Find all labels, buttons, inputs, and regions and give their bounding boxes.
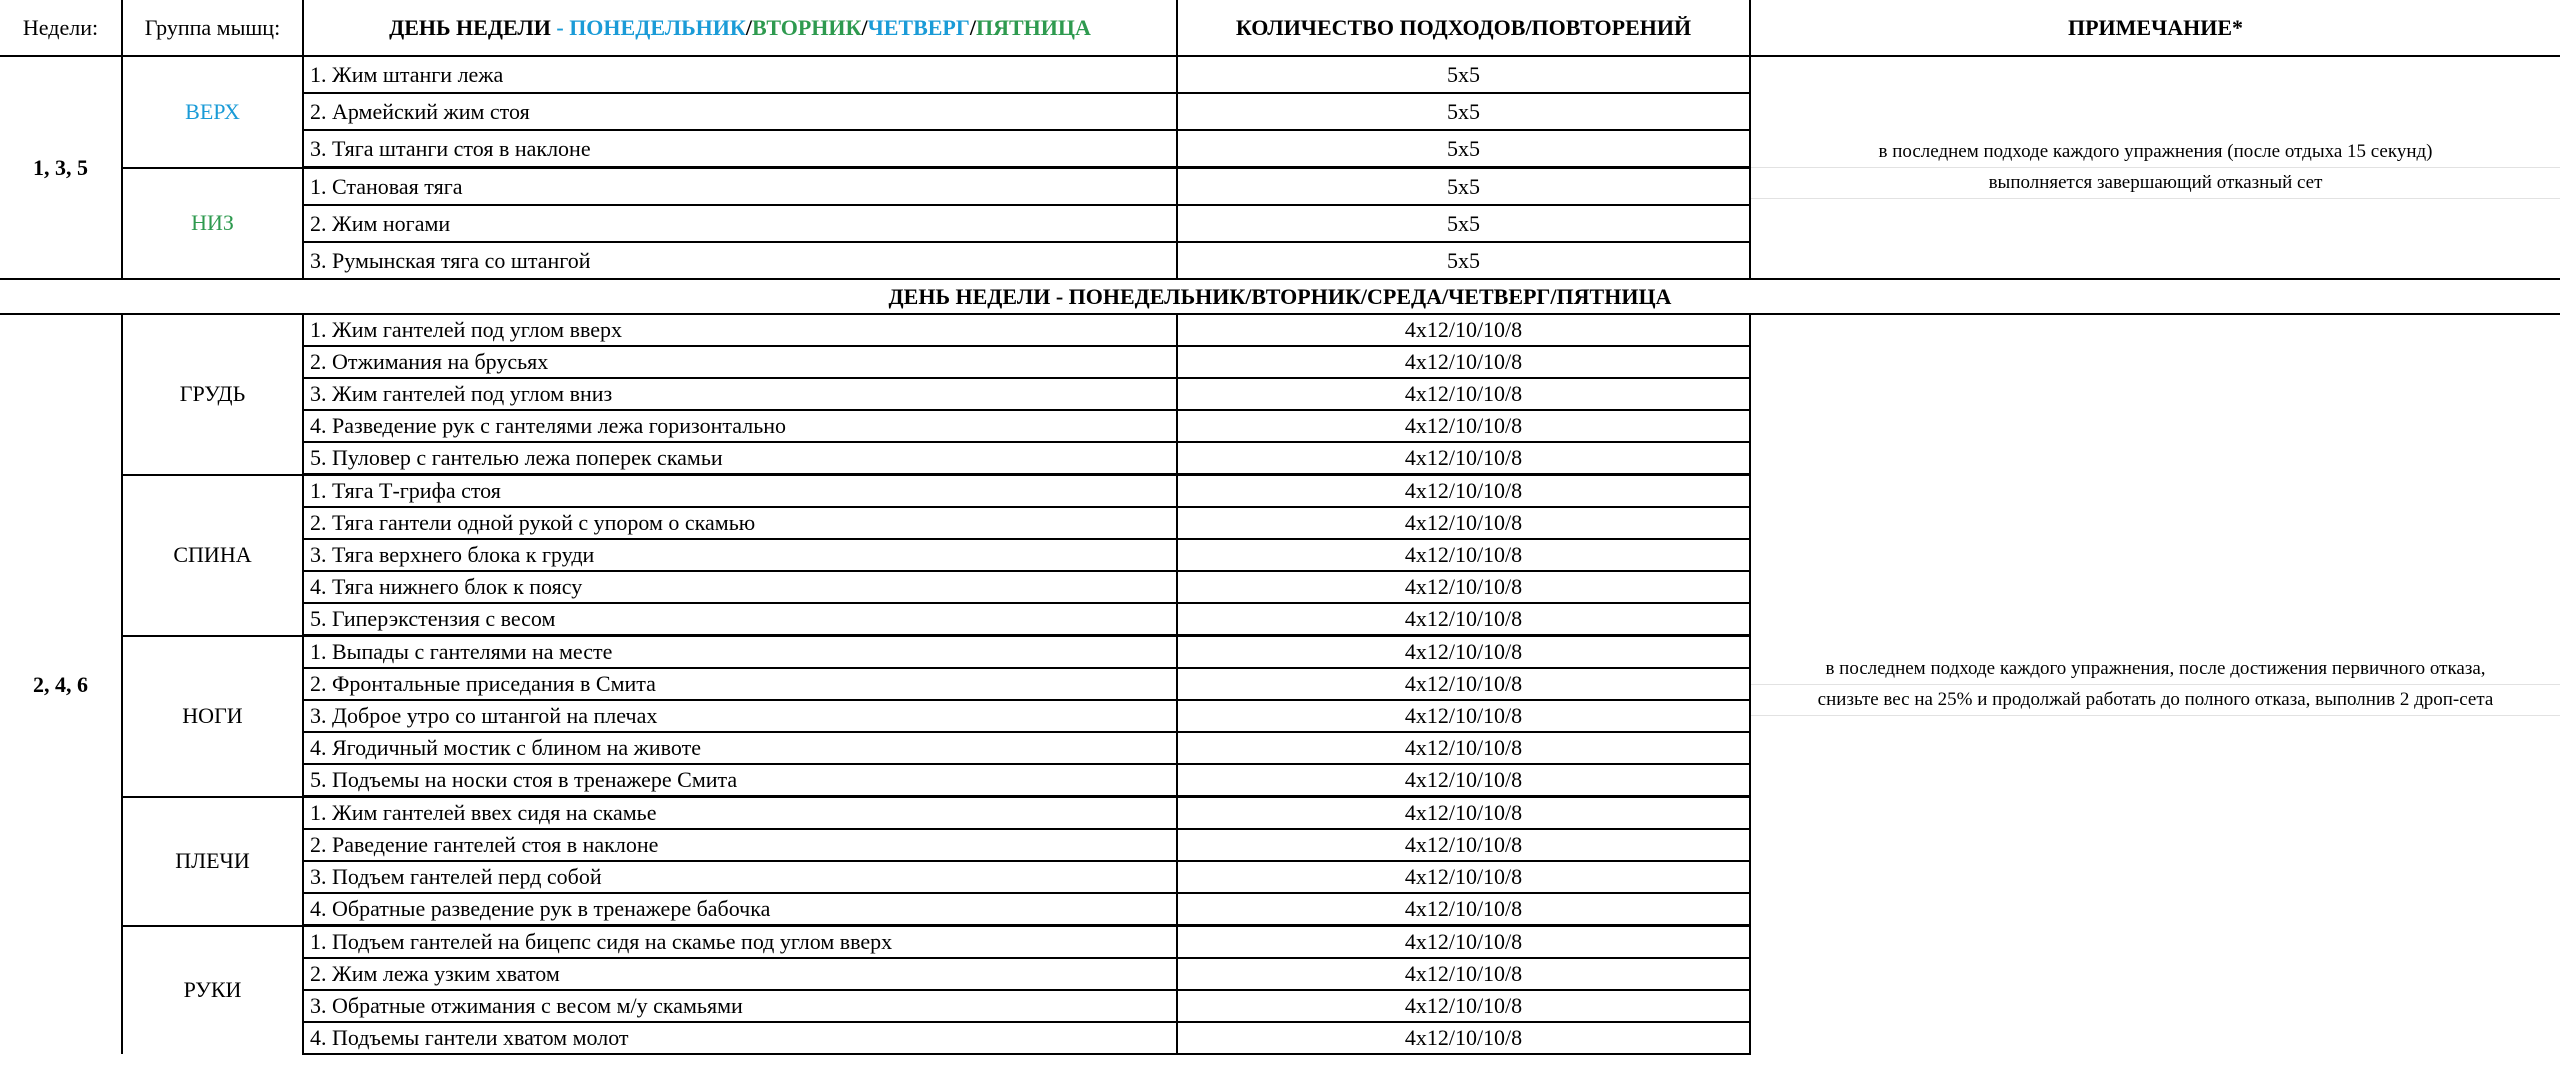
exercise-row [0,314,2560,346]
note-line: в последнем подходе каждого упражнения (после отдыха 15 секунд) [1751,137,2560,168]
sets-reps: 4x12/10/10/8 [1177,926,1750,959]
sets-reps: 4x12/10/10/8 [1177,346,1750,378]
day-fri: ПЯТНИЦА [976,14,1091,40]
exercise-name: 5. Гиперэкстензия с весом [303,603,1177,636]
note-line: в последнем подходе каждого упражнения, после достижения первичного отказа, [1751,654,2560,685]
exercise-name: 2. Раведение гантелей стоя в наклоне [303,829,1177,861]
muscle-group-cell: СПИНА [122,475,303,636]
note-cell [1750,56,2560,279]
sets-reps: 5x5 [1177,130,1750,168]
exercise-name: 5. Пуловер с гантелью лежа поперек скамьи [303,442,1177,475]
sets-reps: 4x12/10/10/8 [1177,603,1750,636]
sets-reps: 4x12/10/10/8 [1177,475,1750,508]
sets-reps: 4x12/10/10/8 [1177,1022,1750,1054]
day-slash: / [861,14,868,40]
exercise-name: 1. Жим штанги лежа [303,56,1177,93]
exercise-name: 1. Становая тяга [303,168,1177,206]
sets-reps: 5x5 [1177,93,1750,130]
exercise-name: 1. Жим гантелей под углом вверх [303,314,1177,346]
muscle-group-cell: НИЗ [122,168,303,280]
note-line: снизьте вес на 25% и продолжай работать до полного отказа, выполнив 2 дроп-сета [1751,685,2560,716]
day-tue: ВТОРНИК [751,14,862,40]
sets-reps: 4x12/10/10/8 [1177,797,1750,830]
note-header: ПРИМЕЧАНИЕ* [1750,0,2560,56]
exercise-name: 2. Жим ногами [303,205,1177,242]
day-header [303,0,1177,56]
exercise-name: 4. Обратные разведение рук в тренажере бабочка [303,893,1177,926]
weeks-header: Недели: [0,0,122,56]
day-thu: ЧЕТВЕРГ [867,14,970,40]
sets-reps: 4x12/10/10/8 [1177,861,1750,893]
exercise-name: 3. Тяга верхнего блока к груди [303,539,1177,571]
sets-reps: 4x12/10/10/8 [1177,636,1750,669]
exercise-name: 2. Жим лежа узким хватом [303,958,1177,990]
sets-reps: 5x5 [1177,56,1750,93]
sets-reps: 4x12/10/10/8 [1177,410,1750,442]
day-mon: ПОНЕДЕЛЬНИК [569,14,746,40]
exercise-name: 3. Доброе утро со штангой на плечах [303,700,1177,732]
sets-reps: 4x12/10/10/8 [1177,668,1750,700]
exercise-name: 1. Жим гантелей ввех сидя на скамье [303,797,1177,830]
sets-reps: 4x12/10/10/8 [1177,732,1750,764]
sets-reps: 4x12/10/10/8 [1177,764,1750,797]
sets-reps: 4x12/10/10/8 [1177,539,1750,571]
exercise-name: 2. Тяга гантели одной рукой с упором о скамью [303,507,1177,539]
muscle-group-cell: НОГИ [122,636,303,797]
muscle-group-cell: ПЛЕЧИ [122,797,303,926]
exercise-name: 4. Тяга нижнего блок к поясу [303,571,1177,603]
weeks-cell: 2, 4, 6 [0,314,122,1054]
header-row [0,0,2560,56]
sets-reps: 5x5 [1177,168,1750,206]
sets-reps: 4x12/10/10/8 [1177,700,1750,732]
sets-reps: 4x12/10/10/8 [1177,442,1750,475]
exercise-name: 4. Ягодичный мостик с блином на животе [303,732,1177,764]
exercise-name: 2. Армейский жим стоя [303,93,1177,130]
exercise-name: 3. Жим гантелей под углом вниз [303,378,1177,410]
exercise-name: 1. Тяга Т-грифа стоя [303,475,1177,508]
day-prefix: ДЕНЬ НЕДЕЛИ [389,14,551,40]
sets-reps: 5x5 [1177,242,1750,279]
sets-reps: 4x12/10/10/8 [1177,958,1750,990]
exercise-name: 3. Тяга штанги стоя в наклоне [303,130,1177,168]
exercise-row [0,56,2560,93]
note-line: выполняется завершающий отказный сет [1751,168,2560,199]
muscle-group-cell: ГРУДЬ [122,314,303,475]
group-header: Группа мышц: [122,0,303,56]
day-slash: / [745,14,752,40]
muscle-group-cell: РУКИ [122,926,303,1055]
block-1 [0,56,2560,279]
weeks-cell: 1, 3, 5 [0,56,122,279]
sets-reps: 4x12/10/10/8 [1177,378,1750,410]
exercise-name: 2. Фронтальные приседания в Смита [303,668,1177,700]
sets-reps: 4x12/10/10/8 [1177,990,1750,1022]
day-slash: / [969,14,976,40]
sets-reps: 4x12/10/10/8 [1177,507,1750,539]
sets-reps: 4x12/10/10/8 [1177,893,1750,926]
sets-reps: 4x12/10/10/8 [1177,571,1750,603]
note-cell [1750,314,2560,1054]
sets-reps: 5x5 [1177,205,1750,242]
sets-header: КОЛИЧЕСТВО ПОДХОДОВ/ПОВТОРЕНИЙ [1177,0,1750,56]
exercise-name: 5. Подъемы на носки стоя в тренажере Смита [303,764,1177,797]
exercise-name: 3. Румынская тяга со штангой [303,242,1177,279]
exercise-name: 1. Выпады с гантелями на месте [303,636,1177,669]
exercise-name: 4. Подъемы гантели хватом молот [303,1022,1177,1054]
exercise-name: 2. Отжимания на брусьях [303,346,1177,378]
mid-header-row [0,279,2560,314]
sets-reps: 4x12/10/10/8 [1177,314,1750,346]
exercise-name: 3. Подъем гантелей перд собой [303,861,1177,893]
muscle-group-cell: ВЕРХ [122,56,303,168]
block-2 [0,314,2560,1054]
exercise-name: 1. Подъем гантелей на бицепс сидя на скамье под углом вверх [303,926,1177,959]
exercise-name: 4. Разведение рук с гантелями лежа горизонтально [303,410,1177,442]
mid-header: ДЕНЬ НЕДЕЛИ - ПОНЕДЕЛЬНИК/ВТОРНИК/СРЕДА/ЧЕТВЕРГ/ПЯТНИЦА [0,279,2560,314]
day-dash: - [550,14,570,40]
sets-reps: 4x12/10/10/8 [1177,829,1750,861]
exercise-name: 3. Обратные отжимания с весом м/у скамьями [303,990,1177,1022]
